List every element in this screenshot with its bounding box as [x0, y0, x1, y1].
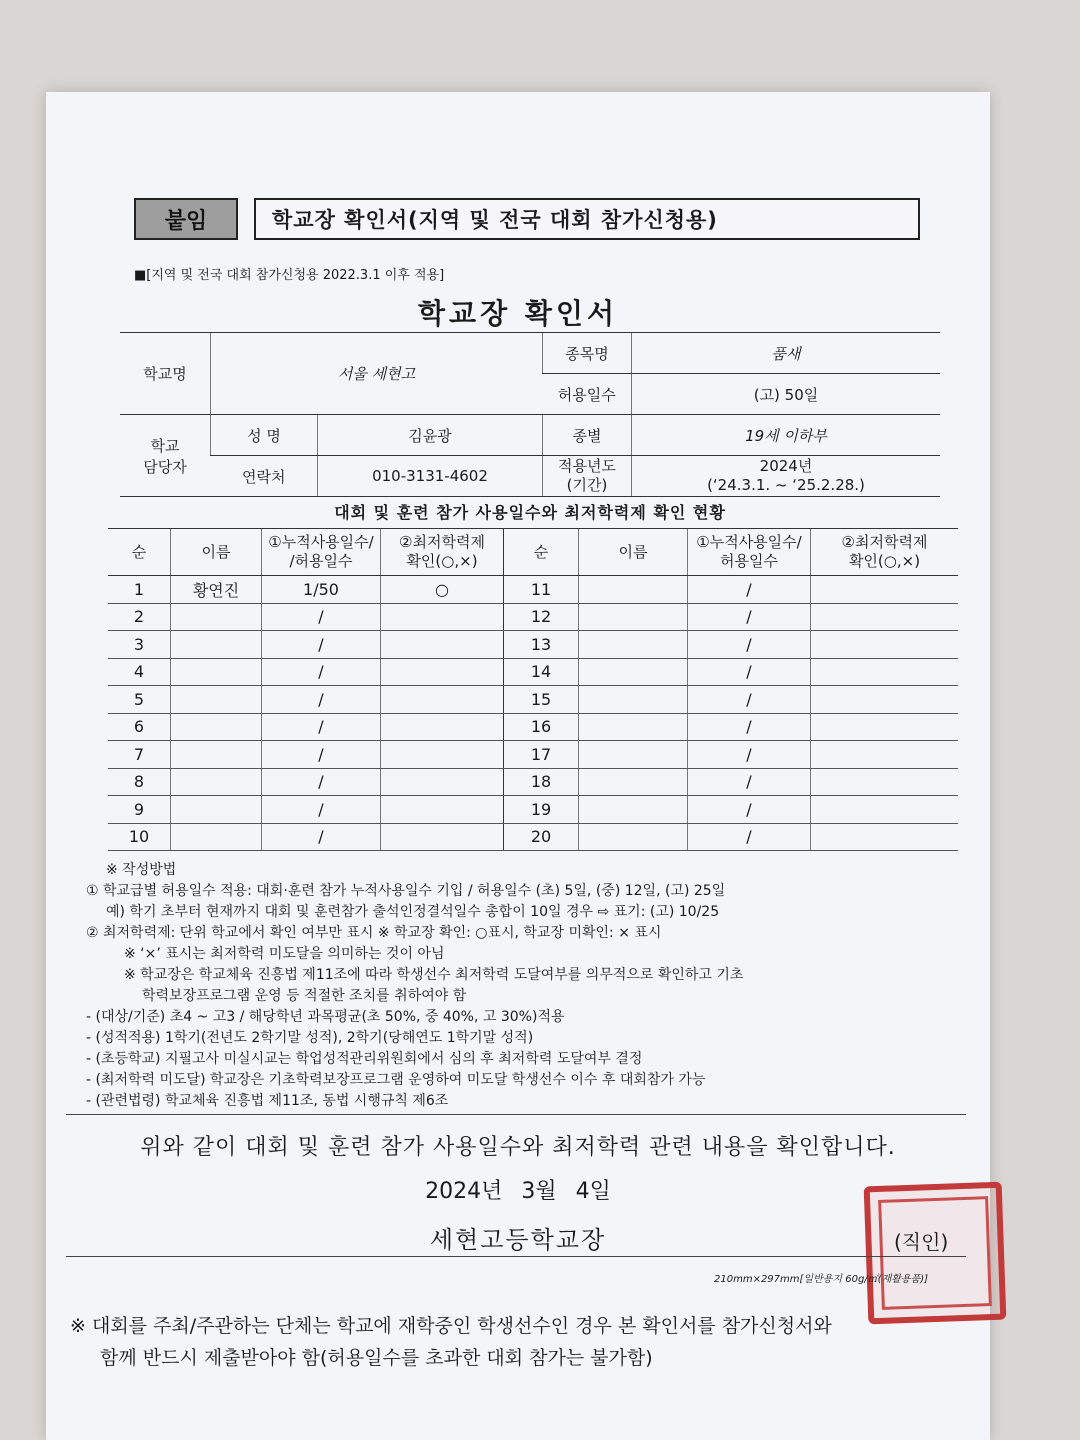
info-table [120, 332, 940, 497]
table-row [108, 713, 958, 741]
table-row [108, 603, 958, 631]
divider-bottom [66, 1256, 966, 1257]
header-min-2: ②최저학력제 확인(○,×) [811, 529, 959, 576]
row-name [171, 713, 262, 741]
row-name [579, 576, 688, 604]
period-year: 2024년 [759, 457, 813, 475]
header-num: 순 [108, 529, 171, 576]
instruction-1: ① 학교급별 허용일수 적용: 대회·훈련 참가 누적사용일수 기입 / 허용일수 (초) 5일, (중) 12일, (고) 25일 [86, 883, 726, 899]
issue-date: 2024년 3월 4일 [425, 1179, 611, 1204]
row-days: / [688, 741, 811, 769]
table-row [108, 768, 958, 796]
row-name [171, 658, 262, 686]
confirmation-statement: 위와 같이 대회 및 훈련 참가 사용일수와 최저학력 관련 내용을 확인합니다. [140, 1135, 896, 1160]
row-min-check [381, 603, 504, 631]
header-min: ②최저학력제 확인(○,×) [381, 529, 504, 576]
table-row [108, 823, 958, 851]
divider-top [66, 1114, 966, 1115]
row-number: 7 [108, 741, 171, 769]
row-name [171, 741, 262, 769]
row-number: 1 [108, 576, 171, 604]
instruction-2-note-b: ※ 학교장은 학교체육 진흥법 제11조에 따라 학생선수 최저학력 도달여부를 의무적으로 확인하고 기초 [124, 967, 744, 983]
row-name [171, 768, 262, 796]
period-cell [632, 456, 941, 497]
row-number: 12 [504, 603, 579, 631]
row-days: / [688, 713, 811, 741]
row-days: / [688, 823, 811, 851]
usage-table-body [108, 576, 958, 851]
row-number: 14 [504, 658, 579, 686]
row-min-check [381, 713, 504, 741]
usage-section-title: 대회 및 훈련 참가 사용일수와 최저학력제 확인 현황 [334, 503, 726, 522]
row-name [579, 796, 688, 824]
row-min-check: ○ [381, 576, 504, 604]
row-number: 5 [108, 686, 171, 714]
row-min-check [381, 823, 504, 851]
school-label: 학교명 [120, 333, 211, 415]
instructions [86, 860, 966, 1112]
contact-label: 연락처 [211, 456, 318, 497]
row-days: / [262, 603, 381, 631]
row-days: / [262, 713, 381, 741]
row-number: 16 [504, 713, 579, 741]
table-row [108, 741, 958, 769]
row-min-check [811, 823, 959, 851]
instruction-2-note-c: 학력보장프로그램 운영 등 적절한 조치를 취하여야 함 [142, 988, 467, 1004]
row-name [579, 823, 688, 851]
row-name [579, 658, 688, 686]
row-days: / [262, 823, 381, 851]
instructions-heading: ※ 작성방법 [106, 862, 177, 878]
attachment-header [134, 198, 920, 240]
row-number: 19 [504, 796, 579, 824]
row-name [579, 768, 688, 796]
row-min-check [381, 768, 504, 796]
sport-label: 종목명 [543, 333, 632, 374]
header-days: ①누적사용일수/ /허용일수 [262, 529, 381, 576]
footer-line-1: ※ 대회를 주최/주관하는 단체는 학교에 재학중인 학생선수인 경우 본 확인서를 참가신청서와 [70, 1315, 832, 1337]
row-min-check [811, 741, 959, 769]
table-row [108, 686, 958, 714]
row-days: / [688, 796, 811, 824]
row-min-check [811, 768, 959, 796]
form-notice: ■[지역 및 전국 대회 참가신청용 2022.3.1 이후 적용] [134, 268, 445, 283]
manager-label: 학교 담당자 [120, 415, 211, 497]
row-days: / [262, 631, 381, 659]
row-name [171, 686, 262, 714]
row-days: 1/50 [262, 576, 381, 604]
detail-3: - (초등학교) 지필고사 미실시교는 학업성적관리위원회에서 심의 후 최저학력 도달여부 결정 [86, 1051, 643, 1067]
attachment-title: 학교장 확인서(지역 및 전국 대회 참가신청용) [254, 198, 920, 240]
row-number: 10 [108, 823, 171, 851]
row-name [171, 631, 262, 659]
row-name: 황연진 [171, 576, 262, 604]
detail-2: - (성적적용) 1학기(전년도 2학기말 성적), 2학기(당해연도 1학기말 성적) [86, 1030, 534, 1046]
detail-5: - (관련법령) 학교체육 진흥법 제11조, 동법 시행규칙 제6조 [86, 1093, 449, 1109]
row-days: / [688, 603, 811, 631]
row-number: 17 [504, 741, 579, 769]
name-label: 성 명 [211, 415, 318, 456]
row-number: 20 [504, 823, 579, 851]
instruction-2: ② 최저학력제: 단위 학교에서 확인 여부만 표시 ※ 학교장 확인: ○표시, 학교장 미확인: × 표시 [86, 925, 662, 941]
row-min-check [811, 686, 959, 714]
paper-size-note: 210mm×297mm[일반용지 60g/㎡(재활용품)] [714, 1274, 929, 1285]
row-min-check [811, 631, 959, 659]
header-days-2: ①누적사용일수/ 허용일수 [688, 529, 811, 576]
row-name [171, 603, 262, 631]
row-name [579, 713, 688, 741]
row-min-check [811, 603, 959, 631]
period-range: (‘24.3.1. ~ ‘25.2.28.) [707, 476, 865, 494]
row-number: 15 [504, 686, 579, 714]
row-days: / [262, 686, 381, 714]
row-number: 13 [504, 631, 579, 659]
allowed-label: 허용일수 [543, 374, 632, 415]
row-name [579, 741, 688, 769]
instruction-1-example: 예) 학기 초부터 현재까지 대회 및 훈련참가 출석인정결석일수 총합이 10일 경우 ⇨ 표기: (고) 10/25 [106, 904, 720, 920]
table-row [108, 576, 958, 604]
row-name [171, 796, 262, 824]
row-number: 2 [108, 603, 171, 631]
usage-table [108, 528, 958, 851]
row-min-check [381, 796, 504, 824]
row-days: / [262, 768, 381, 796]
period-label: 적용년도 (기간) [543, 456, 632, 497]
row-name [579, 686, 688, 714]
footer-line-2: 함께 반드시 제출받아야 함(허용일수를 초과한 대회 참가는 불가함) [100, 1347, 653, 1369]
row-number: 9 [108, 796, 171, 824]
row-min-check [811, 576, 959, 604]
row-days: / [688, 631, 811, 659]
row-days: / [688, 768, 811, 796]
header-name: 이름 [171, 529, 262, 576]
document-paper [46, 92, 990, 1440]
table-row [108, 658, 958, 686]
row-min-check [381, 658, 504, 686]
row-number: 8 [108, 768, 171, 796]
row-days: / [262, 658, 381, 686]
row-number: 18 [504, 768, 579, 796]
header-num-2: 순 [504, 529, 579, 576]
footer-note [70, 1310, 950, 1374]
row-name [579, 603, 688, 631]
row-name [579, 631, 688, 659]
name-value: 김윤광 [318, 415, 543, 456]
division-value: 19세 이하부 [632, 415, 941, 456]
row-number: 11 [504, 576, 579, 604]
row-days: / [262, 796, 381, 824]
row-min-check [381, 741, 504, 769]
row-min-check [811, 713, 959, 741]
table-row [108, 631, 958, 659]
header-name-2: 이름 [579, 529, 688, 576]
school-value: 서울 세현고 [211, 333, 543, 415]
row-min-check [811, 796, 959, 824]
row-min-check [381, 631, 504, 659]
detail-4: - (최저학력 미도달) 학교장은 기초학력보장프로그램 운영하여 미도달 학생선수 이수 후 대회참가 가능 [86, 1072, 706, 1088]
table-row [108, 796, 958, 824]
row-min-check [811, 658, 959, 686]
principal-name: 세현고등학교장 [429, 1226, 607, 1254]
allowed-value: (고) 50일 [632, 374, 941, 415]
instruction-2-note-a: ※ ‘×’ 표시는 최저학력 미도달을 의미하는 것이 아님 [124, 946, 445, 962]
detail-1: - (대상/기준) 초4 ~ 고3 / 해당학년 과목평균(초 50%, 중 40%, 고 30%)적용 [86, 1009, 565, 1025]
row-number: 4 [108, 658, 171, 686]
row-min-check [381, 686, 504, 714]
row-number: 3 [108, 631, 171, 659]
attachment-label: 붙임 [134, 198, 238, 240]
division-label: 종별 [543, 415, 632, 456]
seal-label: (직인) [894, 1230, 949, 1254]
row-number: 6 [108, 713, 171, 741]
row-name [171, 823, 262, 851]
row-days: / [688, 576, 811, 604]
contact-value: 010-3131-4602 [318, 456, 543, 497]
row-days: / [262, 741, 381, 769]
row-days: / [688, 686, 811, 714]
row-days: / [688, 658, 811, 686]
document-title: 학교장 확인서 [417, 297, 619, 330]
sport-value: 품새 [632, 333, 941, 374]
